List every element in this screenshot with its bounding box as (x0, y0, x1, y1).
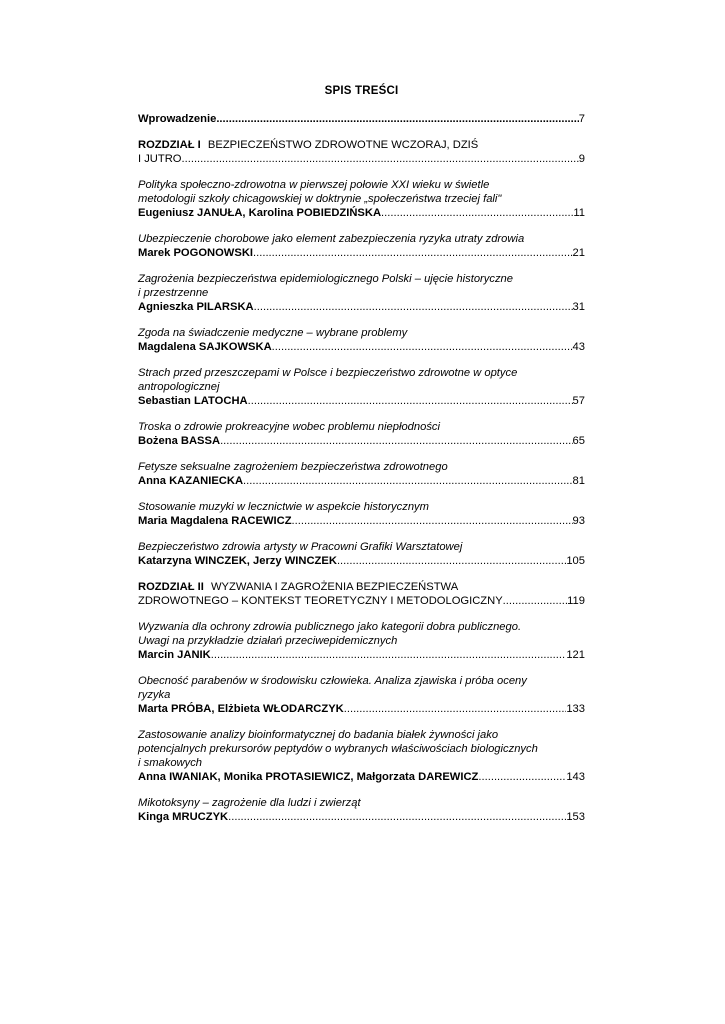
page-number: 43 (572, 341, 585, 353)
chapter-title-line-2: ZDROWOTNEGO – KONTEKST TEORETYCZNY I METODOLOGICZNY (138, 595, 503, 607)
toc-article-entry (138, 420, 585, 448)
article-authors: Agnieszka PILARSKA (138, 301, 254, 313)
article-title-line: Ubezpieczenie chorobowe jako element zabezpieczenia ryzyka utraty zdrowia (138, 233, 525, 245)
article-authors: Katarzyna WINCZEK, Jerzy WINCZEK (138, 555, 337, 567)
chapter-title-line-1: WYZWANIA I ZAGROŻENIA BEZPIECZEŃSTWA (210, 581, 459, 593)
article-authors: Maria Magdalena RACEWICZ (138, 515, 292, 527)
article-title-line: ryzyka (138, 689, 171, 701)
page-number: 105 (566, 555, 585, 567)
page-number: 81 (572, 475, 585, 487)
toc-article-entry (138, 366, 585, 408)
article-authors: Marek POGONOWSKI (138, 247, 254, 259)
article-authors: Anna KAZANIECKA (138, 475, 244, 487)
table-of-contents (138, 84, 585, 836)
article-authors: Sebastian LATOCHA (138, 395, 248, 407)
article-title-line: Obecność parabenów w środowisku człowieka. Analiza zjawiska i próba oceny (138, 675, 527, 687)
toc-article-entry (138, 540, 585, 568)
article-authors: Marcin JANIK (138, 649, 211, 661)
page-number: 93 (572, 515, 585, 527)
dot-leader (248, 394, 573, 408)
page-number: 31 (572, 301, 585, 313)
page-number: 119 (567, 595, 585, 607)
article-title-line: Stosowanie muzyki w lecznictwie w aspekcie historycznym (138, 501, 429, 513)
page-number: 11 (573, 207, 585, 219)
dot-leader (211, 648, 567, 662)
toc-chapter-1 (138, 138, 585, 166)
article-title-line: Polityka społeczno-zdrowotna w pierwszej połowie XXI wieku w świetle (138, 179, 490, 191)
dot-leader (503, 594, 567, 608)
toc-article-entry (138, 796, 585, 824)
article-title-line: i przestrzenne (138, 287, 209, 299)
toc-title: SPIS TREŚCI (324, 85, 399, 97)
page-number: 133 (566, 703, 585, 715)
article-authors: Bożena BASSA (138, 435, 221, 447)
article-title-line: Zagrożenia bezpieczeństwa epidemiologicznego Polski – ujęcie historyczne (138, 273, 513, 285)
dot-leader (216, 112, 578, 126)
page-number: 143 (566, 771, 585, 783)
page-number: 21 (572, 247, 585, 259)
chapter-label: ROZDZIAŁ I (138, 139, 201, 151)
dot-leader (292, 514, 573, 528)
dot-leader (228, 810, 566, 824)
dot-leader (344, 702, 567, 716)
intro-label: Wprowadzenie (138, 113, 217, 125)
chapter-title-line-2: I JUTRO (138, 153, 182, 165)
toc-article-entry (138, 460, 585, 488)
dot-leader (254, 300, 573, 314)
article-authors: Eugeniusz JANUŁA, Karolina POBIEDZIŃSKA (138, 207, 382, 219)
article-authors: Magdalena SAJKOWSKA (138, 341, 272, 353)
article-title-line: Uwagi na przykładzie działań przeciwepidemicznych (138, 635, 398, 647)
article-title-line: Wyzwania dla ochrony zdrowia publicznego jako kategorii dobra publicznego. (138, 621, 522, 633)
article-authors: Kinga MRUCZYK (138, 811, 229, 823)
page-number: 153 (566, 811, 585, 823)
article-title-line: Mikotoksyny – zagrożenie dla ludzi i zwierząt (138, 797, 361, 809)
toc-article-entry (138, 674, 585, 716)
toc-article-entry (138, 178, 585, 220)
page-number: 57 (572, 395, 585, 407)
article-title-line: Fetysze seksualne zagrożeniem bezpieczeństwa zdrowotnego (138, 461, 448, 473)
toc-article-entry (138, 272, 585, 314)
page-number: 9 (578, 153, 585, 165)
article-authors: Anna IWANIAK, Monika PROTASIEWICZ, Małgorzata DAREWICZ (138, 771, 479, 783)
article-title-line: potencjalnych prekursorów peptydów o wybranych właściwościach biologicznych (138, 743, 538, 755)
dot-leader (182, 152, 579, 166)
article-title-line: Bezpieczeństwo zdrowia artysty w Pracowni Grafiki Warsztatowej (138, 541, 463, 553)
page-number: 65 (572, 435, 585, 447)
toc-article-entry (138, 500, 585, 528)
toc-article-entry (138, 232, 585, 260)
toc-entry-intro (138, 112, 585, 126)
dot-leader (381, 206, 573, 220)
chapter-2-articles (138, 620, 585, 824)
dot-leader (478, 770, 566, 784)
article-title-line: Troska o zdrowie prokreacyjne wobec problemu niepłodności (138, 421, 441, 433)
dot-leader (337, 554, 566, 568)
chapter-1-articles (138, 178, 585, 568)
page-number: 121 (566, 649, 585, 661)
toc-chapter-2 (138, 580, 585, 608)
article-title-line: antropologicznej (138, 381, 220, 393)
article-title-line: Strach przed przeszczepami w Polsce i bezpieczeństwo zdrowotne w optyce (138, 367, 518, 379)
chapter-title-line-1: BEZPIECZEŃSTWO ZDROWOTNE WCZORAJ, DZIŚ (207, 139, 479, 151)
chapter-label: ROZDZIAŁ II (138, 581, 204, 593)
article-title-line: i smakowych (138, 757, 203, 769)
dot-leader (243, 474, 573, 488)
toc-article-entry (138, 620, 585, 662)
page-number: 7 (578, 113, 585, 125)
article-title-line: Zgoda na świadczenie medyczne – wybrane problemy (138, 327, 408, 339)
dot-leader (220, 434, 572, 448)
dot-leader (253, 246, 573, 260)
article-title-line: metodologii szkoły chicagowskiej w doktrynie „społeczeństwa trzeciej fali" (138, 193, 502, 205)
toc-article-entry (138, 728, 585, 784)
dot-leader (272, 340, 573, 354)
toc-article-entry (138, 326, 585, 354)
article-authors: Marta PRÓBA, Elżbieta WŁODARCZYK (138, 703, 344, 715)
article-title-line: Zastosowanie analizy bioinformatycznej do badania białek żywności jako (138, 729, 499, 741)
